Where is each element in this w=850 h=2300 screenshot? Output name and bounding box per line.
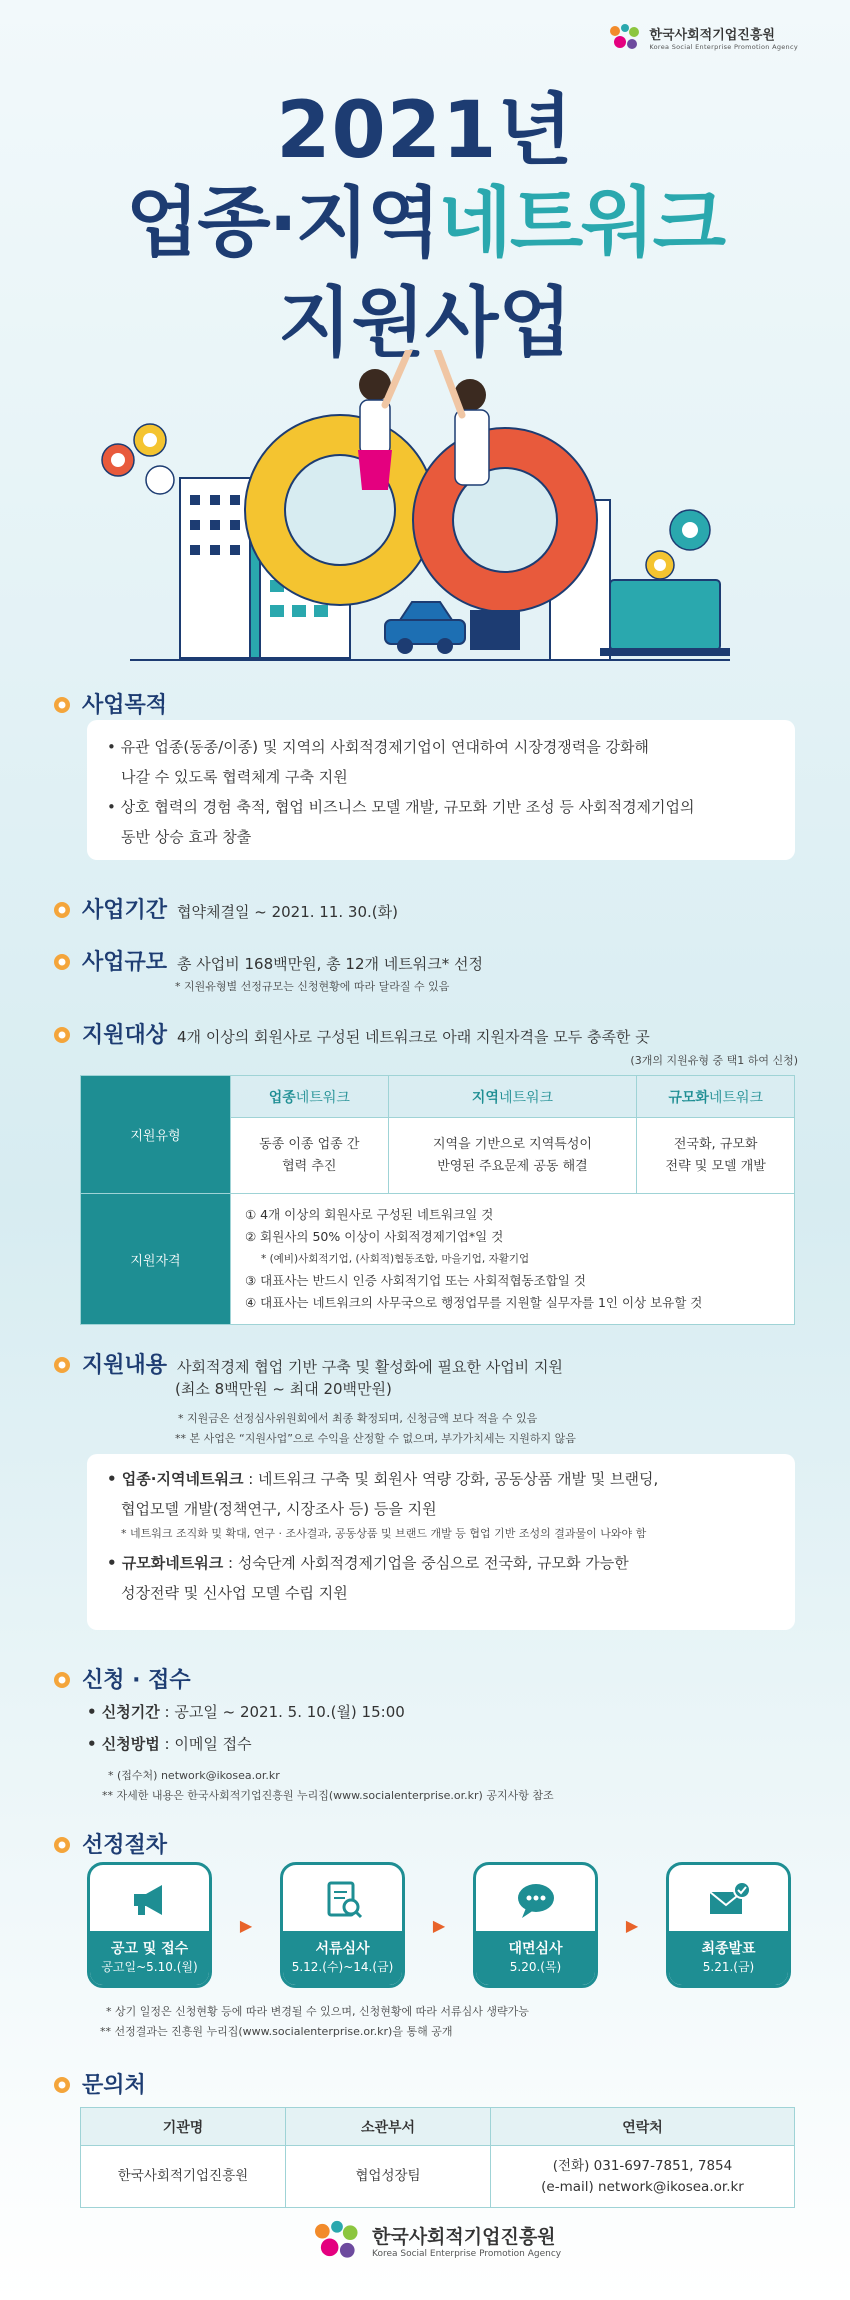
type-header-main: 지역 [471, 1089, 499, 1106]
content-item-2-text-2: 성장전략 및 신사업 모델 수립 지원 [121, 1584, 348, 1602]
megaphone-icon [128, 1882, 172, 1918]
contact-email: (e-mail) network@ikosea.or.kr [541, 2178, 744, 2195]
type-desc-line: 전국화, 규모화 [673, 1136, 758, 1152]
laptop-icon [600, 580, 730, 656]
content-item-1 [107, 1464, 775, 1494]
gear-bullet-icon [52, 1025, 72, 1045]
target-table [80, 1075, 795, 1325]
contact-header-phone: 연락처 [491, 2108, 795, 2146]
type-desc-line: 반영된 주요문제 공동 해결 [437, 1158, 588, 1174]
gear-bullet-icon [52, 1355, 72, 1375]
type-header-main: 업종 [268, 1089, 296, 1106]
type-header-region [388, 1076, 637, 1118]
section-contact-title: 문의처 [82, 2073, 146, 2098]
selection-note-1: * 상기 일정은 신청현황 등에 따라 변경될 수 있으며, 신청현황에 따라 서류심사 생략가능 [106, 2005, 529, 2018]
row-type-label: 지원유형 [81, 1076, 231, 1194]
qualification-item: ③ 대표사는 반드시 인증 사회적기업 또는 사회적협동조합일 것 [245, 1273, 586, 1288]
step-arrow-icon: ▶ [625, 1915, 639, 1935]
step-arrow-icon: ▶ [239, 1915, 253, 1935]
step-document-review [280, 1862, 405, 1988]
type-desc-industry [231, 1118, 389, 1194]
contact-table [80, 2107, 795, 2208]
type-desc-line: 동종 이종 업종 간 [259, 1136, 360, 1152]
apply-period [87, 1697, 405, 1727]
gear-bullet-icon [52, 695, 72, 715]
org-name-ko: 한국사회적기업진흥원 [372, 2225, 556, 2248]
car-icon [385, 602, 465, 654]
content-item-1-note: * 네트워크 조직화 및 확대, 연구 · 조사결과, 공동상품 및 브랜드 개발 등 협업 기반 조성의 결과물이 나와야 함 [121, 1527, 647, 1540]
content-range: (최소 8백만원 ~ 최대 20백만원) [175, 1380, 392, 1398]
section-period-title: 사업기간 [82, 898, 168, 923]
apply-period-label: • 신청기간 [87, 1703, 160, 1721]
apply-note-1: * (접수처) network@ikosea.or.kr [108, 1769, 280, 1782]
type-header-sub: 네트워크 [708, 1089, 764, 1106]
purpose-line-2: 나갈 수 있도록 협력체계 구축 지원 [121, 768, 348, 786]
content-note-1: * 지원금은 선정심사위원회에서 최종 확정되며, 신청금액 보다 적을 수 있음 [178, 1412, 538, 1425]
contact-org: 한국사회적기업진흥원 [81, 2146, 286, 2208]
section-apply-title: 신청 · 접수 [82, 1668, 191, 1693]
apply-method [87, 1729, 252, 1759]
type-desc-line: 전략 및 모델 개발 [665, 1158, 766, 1174]
apply-method-value: : 이메일 접수 [159, 1735, 252, 1753]
content-box [87, 1454, 795, 1630]
section-target-header [52, 1018, 650, 1049]
org-name-en: Korea Social Enterprise Promotion Agency [372, 2248, 562, 2259]
section-content-header [52, 1348, 563, 1379]
section-scale-desc: 총 사업비 168백만원, 총 12개 네트워크* 선정 [177, 955, 483, 973]
content-note-2: ** 본 사업은 “지원사업”으로 수익을 산정할 수 없으며, 부가가치세는 지원하지 않음 [175, 1432, 576, 1445]
section-purpose-title: 사업목적 [82, 693, 168, 718]
org-name-ko: 한국사회적기업진흥원 [649, 27, 775, 43]
type-header-sub: 네트워크 [295, 1089, 350, 1106]
apply-period-value: : 공고일 ~ 2021. 5. 10.(월) 15:00 [159, 1703, 405, 1721]
purpose-line-3: • 상호 협력의 경험 축적, 협업 비즈니스 모델 개발, 규모화 기반 조성 등 사회적경제기업의 [107, 798, 695, 816]
type-desc-line: 협력 추진 [282, 1158, 337, 1174]
qualification-item: ④ 대표사는 네트워크의 사무국으로 행정업무를 지원할 실무자를 1인 이상 보유할 것 [245, 1295, 703, 1310]
section-content-title: 지원내용 [82, 1353, 168, 1378]
target-note: (3개의 지원유형 중 택1 하여 신청) [630, 1054, 798, 1067]
title-network [0, 162, 850, 271]
title-program: 지원사업 [278, 278, 572, 367]
title-network-part-a: 업종·지역 [125, 178, 439, 267]
purpose-line-1: • 유관 업종(동종/이종) 및 지역의 사회적경제기업이 연대하여 시장경쟁력을 강화해 [107, 738, 649, 756]
type-header-industry [231, 1076, 389, 1118]
step-name: 최종발표 [701, 1941, 756, 1957]
apply-method-label: • 신청방법 [87, 1735, 160, 1753]
section-purpose-header [52, 688, 167, 719]
contact-info [491, 2146, 795, 2208]
contact-header-dept: 소관부서 [286, 2108, 491, 2146]
step-announce [87, 1862, 212, 1988]
content-item-1-text: : 네트워크 구축 및 회원사 역량 강화, 공동상품 개발 및 브랜딩, [243, 1470, 659, 1488]
gear-bullet-icon [52, 900, 72, 920]
title-network-part-b: 네트워크 [438, 178, 725, 267]
gear-yellow-icon [245, 415, 435, 605]
contact-header-org: 기관명 [81, 2108, 286, 2146]
step-interview [473, 1862, 598, 1988]
step-name: 공고 및 접수 [110, 1941, 189, 1957]
section-period-desc: 협약체결일 ~ 2021. 11. 30.(화) [177, 903, 398, 921]
step-date: 5.12.(수)~14.(금) [291, 1960, 394, 1974]
selection-note-2: ** 선정결과는 진흥원 누리집(www.socialenterprise.or.kr)을 통해 공개 [100, 2025, 453, 2038]
section-selection-header [52, 1828, 167, 1859]
section-target-desc: 4개 이상의 회원사로 구성된 네트워크로 아래 지원자격을 모두 충족한 곳 [177, 1028, 650, 1046]
step-arrow-icon: ▶ [432, 1915, 446, 1935]
type-header-sub: 네트워크 [498, 1089, 554, 1106]
gear-bullet-icon [52, 1670, 72, 1690]
row-qual-label: 지원자격 [81, 1194, 231, 1325]
type-desc-region [388, 1118, 637, 1194]
chat-bubble-icon [514, 1880, 558, 1920]
section-selection-title: 선정절차 [82, 1833, 168, 1858]
purpose-line-4: 동반 상승 효과 창출 [121, 828, 252, 846]
contact-phone: (전화) 031-697-7851, 7854 [552, 2157, 733, 2174]
type-desc-scale [637, 1118, 795, 1194]
hero-illustration [100, 350, 750, 670]
section-target-title: 지원대상 [82, 1023, 168, 1048]
org-logo-mark [607, 22, 643, 52]
qualification-item: ① 4개 이상의 회원사로 구성된 네트워크일 것 [245, 1207, 494, 1222]
step-date: 5.20.(목) [509, 1960, 562, 1974]
step-name: 서류심사 [315, 1941, 370, 1957]
mail-check-icon [706, 1880, 752, 1920]
type-header-scale [637, 1076, 795, 1118]
purpose-box [87, 720, 795, 860]
section-scale-header [52, 945, 483, 976]
document-search-icon [321, 1880, 365, 1920]
section-period-header [52, 893, 398, 924]
gear-bullet-icon [52, 952, 72, 972]
step-final [666, 1862, 791, 1988]
content-item-1-title: • 업종·지역네트워크 [107, 1470, 244, 1488]
type-desc-line: 지역을 기반으로 지역특성이 [433, 1136, 592, 1152]
contact-dept: 협업성장팀 [286, 2146, 491, 2208]
content-item-2-title: • 규모화네트워크 [107, 1554, 224, 1572]
type-header-main: 규모화 [668, 1089, 709, 1106]
apply-note-2: ** 자세한 내용은 한국사회적기업진흥원 누리집(www.socialenterprise.or.kr) 공지사항 참조 [102, 1789, 554, 1802]
step-date: 5.21.(금) [702, 1960, 755, 1974]
org-logo-mark [310, 2218, 364, 2262]
content-item-2 [107, 1548, 775, 1578]
step-date: 공고일~5.10.(월) [101, 1960, 198, 1974]
qualification-list [231, 1194, 795, 1325]
title-year: 2021년 [276, 86, 574, 176]
org-name-en: Korea Social Enterprise Promotion Agency [649, 42, 798, 51]
step-name: 대면심사 [508, 1941, 563, 1957]
qualification-item: ② 회원사의 50% 이상이 사회적경제기업*일 것 [245, 1229, 504, 1244]
scale-note: * 지원유형별 선정규모는 신청현황에 따라 달라질 수 있음 [175, 980, 450, 993]
selection-steps [87, 1862, 791, 1988]
org-logo-top [607, 22, 798, 52]
content-item-1-text-2: 협업모델 개발(정책연구, 시장조사 등) 등을 지원 [121, 1500, 437, 1518]
content-item-2-text: : 성숙단계 사회적경제기업을 중심으로 전국화, 규모화 가능한 [223, 1554, 629, 1572]
gear-bullet-icon [52, 1835, 72, 1855]
section-scale-title: 사업규모 [82, 950, 168, 975]
org-logo-bottom [310, 2218, 561, 2262]
gear-red-icon [413, 428, 597, 612]
section-content-desc: 사회적경제 협업 기반 구축 및 활성화에 필요한 사업비 지원 [177, 1358, 563, 1376]
section-contact-header [52, 2068, 146, 2099]
section-apply-header [52, 1663, 191, 1694]
qualification-note: * (예비)사회적기업, (사회적)협동조합, 마을기업, 자활기업 [261, 1253, 530, 1265]
gear-bullet-icon [52, 2075, 72, 2095]
